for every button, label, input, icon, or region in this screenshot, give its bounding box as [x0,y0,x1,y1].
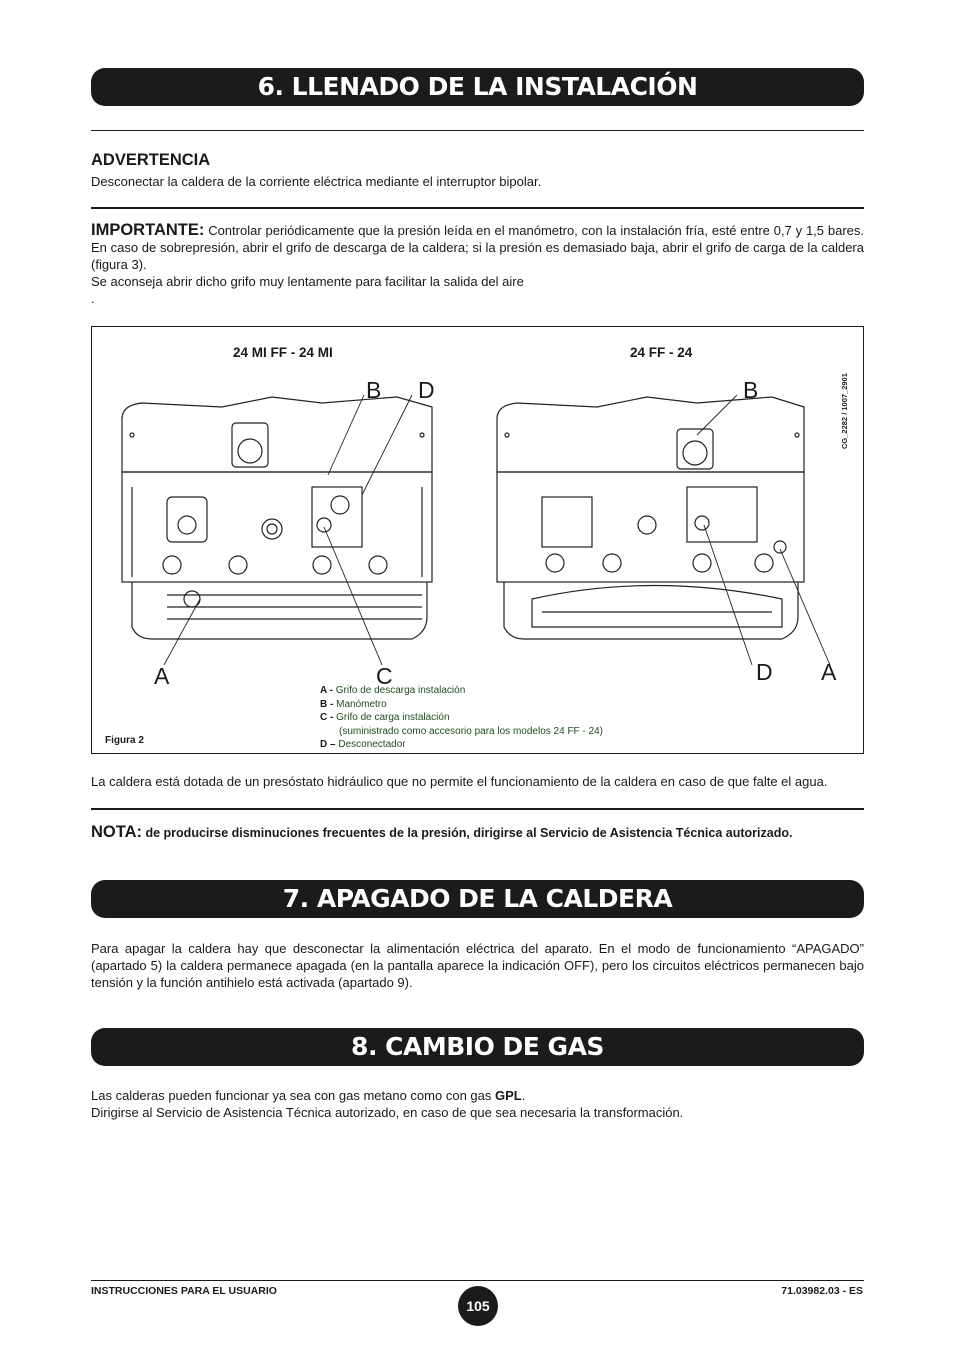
label-d-left: D [418,377,435,403]
label-d-right: D [756,659,773,685]
figure-left-title: 24 MI FF - 24 MI [233,345,333,360]
important-text: Controlar periódicamente que la presión leída en el manómetro, con la instalación fría, esté entre 0,7 y 1,5 bares. En caso de sobrepresión, abrir el grifo de descarga de la caldera; si la presión es demasiado baja, abrir el grifo de carga de la caldera (figura 3). [91,223,864,272]
label-b-right: B [743,377,759,403]
section-6-title: 6. LLENADO DE LA INSTALACIÓN [91,68,864,106]
footer-right: 71.03982.03 - ES [781,1285,863,1297]
figure-caption: Figura 2 [105,735,144,746]
nota-label: NOTA: [91,823,143,841]
figure-right-title: 24 FF - 24 [630,345,693,360]
stray-dot: . [91,291,95,306]
legend-item: (suministrado como accesorio para los modelos 24 FF - 24) [339,725,603,737]
legend-item: C - Grifo de carga instalación [320,712,450,723]
section-8-text-2: Dirigirse al Servicio de Asistencia Técnica autorizado, en caso de que sea necesaria la transformación. [91,1105,684,1120]
divider [91,130,864,131]
label-b-left: B [366,377,382,403]
figure-legend [320,684,603,752]
warning-heading: ADVERTENCIA [91,151,211,169]
section-8-title: 8. CAMBIO DE GAS [91,1028,864,1066]
divider [91,808,864,810]
section-8-text-1: Las calderas pueden funcionar ya sea con gas metano como con gas GPL. [91,1088,526,1103]
legend-item: D – Desconectador [320,739,406,750]
warning-text: Desconectar la caldera de la corriente eléctrica mediante el interruptor bipolar. [91,174,542,189]
footer-divider [91,1280,864,1281]
label-a-right: A [821,659,837,685]
gpl-bold: GPL [494,1088,522,1103]
footer-left: INSTRUCCIONES PARA EL USUARIO [91,1285,277,1297]
label-c-left: C [376,663,393,689]
nota-paragraph [91,824,864,842]
important-paragraph [91,222,864,273]
label-a-left: A [154,663,170,689]
boiler-right [497,397,804,639]
after-figure-text: La caldera está dotada de un presóstato hidráulico que no permite el funcionamiento de la caldera en caso de que falte el agua. [91,774,828,789]
figure-2 [91,326,864,754]
section-7-title: 7. APAGADO DE LA CALDERA [91,880,864,918]
legend-item: A - Grifo de descarga instalación [320,685,466,696]
nota-text: de producirse disminuciones frecuentes de la presión, dirigirse al Servicio de Asistencia Técnica autorizado. [142,826,793,840]
important-label: IMPORTANTE: [91,221,205,239]
boiler-left [122,397,432,639]
page-number: 105 [458,1286,498,1326]
figure-code: CG_2282 / 1007_2901 [840,373,849,449]
legend-item: B - Manómetro [320,698,387,710]
divider [91,207,864,209]
important-text-2: Se aconseja abrir dicho grifo muy lentamente para facilitar la salida del aire [91,274,524,289]
section-7-text: Para apagar la caldera hay que desconectar la alimentación eléctrica del aparato. En el modo de funcionamiento “APAGADO” (apartado 5) la caldera permanece apagada (en la pantalla aparece la indicación OFF), pero los circuitos eléctricos permanecen bajo tensión y la función antihielo está activada (apartado 9). [91,941,864,990]
